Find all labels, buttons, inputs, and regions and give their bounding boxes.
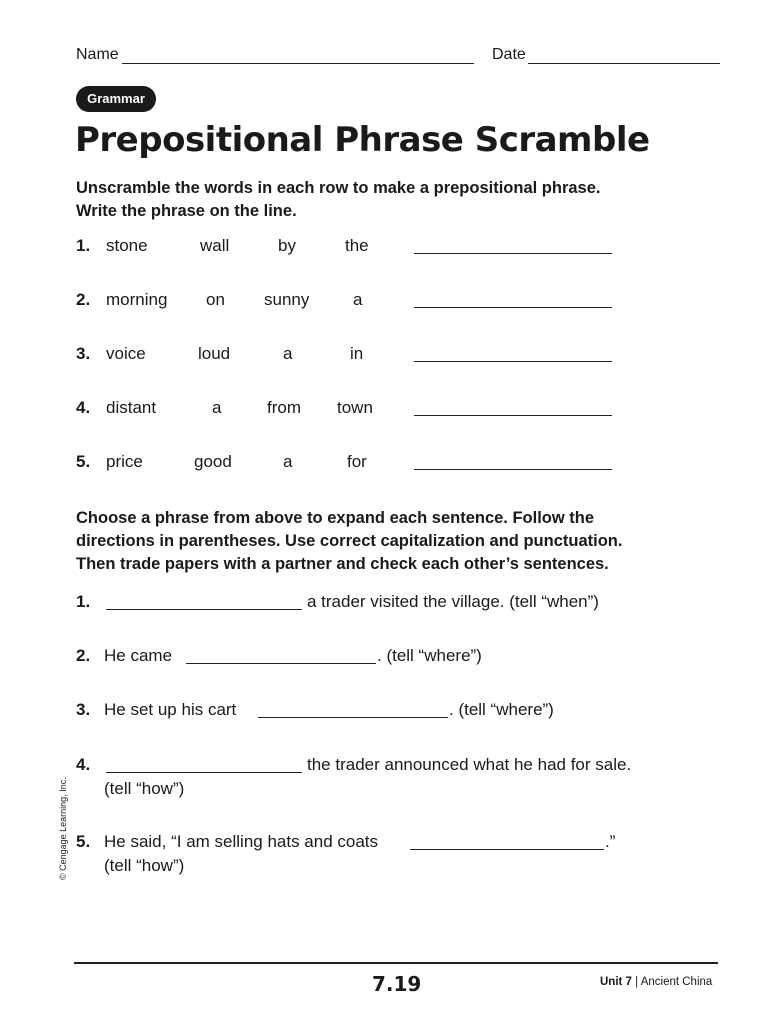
unit-title: | Ancient China xyxy=(631,976,713,988)
sentence-direction: (tell “how”) xyxy=(104,779,185,798)
scramble-word: a xyxy=(353,290,363,309)
scramble-word: from xyxy=(267,398,301,417)
grammar-badge: Grammar xyxy=(76,86,156,112)
page-number: 7.19 xyxy=(372,972,422,996)
name-label: Name xyxy=(76,46,119,63)
scramble-word: in xyxy=(350,344,364,363)
page-title: Prepositional Phrase Scramble xyxy=(75,120,650,160)
row-number: 3. xyxy=(76,700,91,719)
row-number: 1. xyxy=(76,592,91,611)
sentence-text: a trader visited the village. (tell “when”) xyxy=(307,592,599,611)
sentence-text: . (tell “where”) xyxy=(377,646,482,665)
answer-line[interactable] xyxy=(414,415,612,416)
scramble-word: for xyxy=(347,452,367,471)
instructions-text: Unscramble the words in each row to make a xyxy=(76,179,434,197)
date-line[interactable] xyxy=(528,63,720,64)
instructions-text: Write the phrase on the line. xyxy=(76,202,297,220)
scramble-word: morning xyxy=(106,290,168,309)
scramble-word: wall xyxy=(200,236,230,255)
instructions-text: directions in parentheses. Use correct capitalization and punctuation. xyxy=(76,532,623,550)
answer-line[interactable] xyxy=(414,307,612,308)
sentence-text: the trader announced what he had for sale. xyxy=(307,755,632,774)
copyright-notice: © Cengage Learning, Inc. xyxy=(58,777,68,880)
footer-divider xyxy=(74,962,718,964)
scramble-word: sunny xyxy=(264,290,310,309)
answer-line[interactable] xyxy=(106,609,302,610)
instructions-scramble xyxy=(76,177,601,223)
row-number: 1. xyxy=(76,236,91,255)
scramble-word: stone xyxy=(106,236,148,255)
row-number: 2. xyxy=(76,646,91,665)
sentence-direction: (tell “how”) xyxy=(104,856,185,875)
answer-line[interactable] xyxy=(414,469,612,470)
row-number: 4. xyxy=(76,755,91,774)
scramble-word: a xyxy=(283,452,293,471)
scramble-word: price xyxy=(106,452,143,471)
answer-line[interactable] xyxy=(414,253,612,254)
row-number: 3. xyxy=(76,344,91,363)
instructions-expand xyxy=(76,507,622,576)
scramble-word: on xyxy=(206,290,225,309)
scramble-word: by xyxy=(278,236,296,255)
instructions-emphasis: prepositional phrase. xyxy=(433,179,601,197)
row-number: 5. xyxy=(76,832,91,851)
sentence-text: . (tell “where”) xyxy=(449,700,554,719)
scramble-word: loud xyxy=(198,344,231,363)
answer-line[interactable] xyxy=(410,849,604,850)
sentence-text: .” xyxy=(605,832,616,851)
instructions-text: Choose a phrase from above to expand each sentence. Follow the xyxy=(76,509,595,527)
name-line[interactable] xyxy=(122,63,474,64)
scramble-word: a xyxy=(212,398,222,417)
sentence-text: He said, “I am selling hats and coats xyxy=(104,832,379,851)
unit-number: Unit 7 xyxy=(600,976,632,988)
sentence-text: He set up his cart xyxy=(104,700,237,719)
unit-label xyxy=(600,976,712,988)
instructions-text: Then trade papers with a partner and check each other’s sentences. xyxy=(76,555,609,573)
scramble-word: town xyxy=(337,398,373,417)
answer-line[interactable] xyxy=(414,361,612,362)
sentence-text: He came xyxy=(104,646,173,665)
scramble-word: voice xyxy=(106,344,146,363)
scramble-word: distant xyxy=(106,398,157,417)
row-number: 2. xyxy=(76,290,91,309)
scramble-word: good xyxy=(194,452,232,471)
answer-line[interactable] xyxy=(106,772,302,773)
scramble-word: a xyxy=(283,344,293,363)
scramble-word: the xyxy=(345,236,369,255)
row-number: 4. xyxy=(76,398,91,417)
answer-line[interactable] xyxy=(186,663,376,664)
date-label: Date xyxy=(492,46,526,63)
row-number: 5. xyxy=(76,452,91,471)
answer-line[interactable] xyxy=(258,717,448,718)
